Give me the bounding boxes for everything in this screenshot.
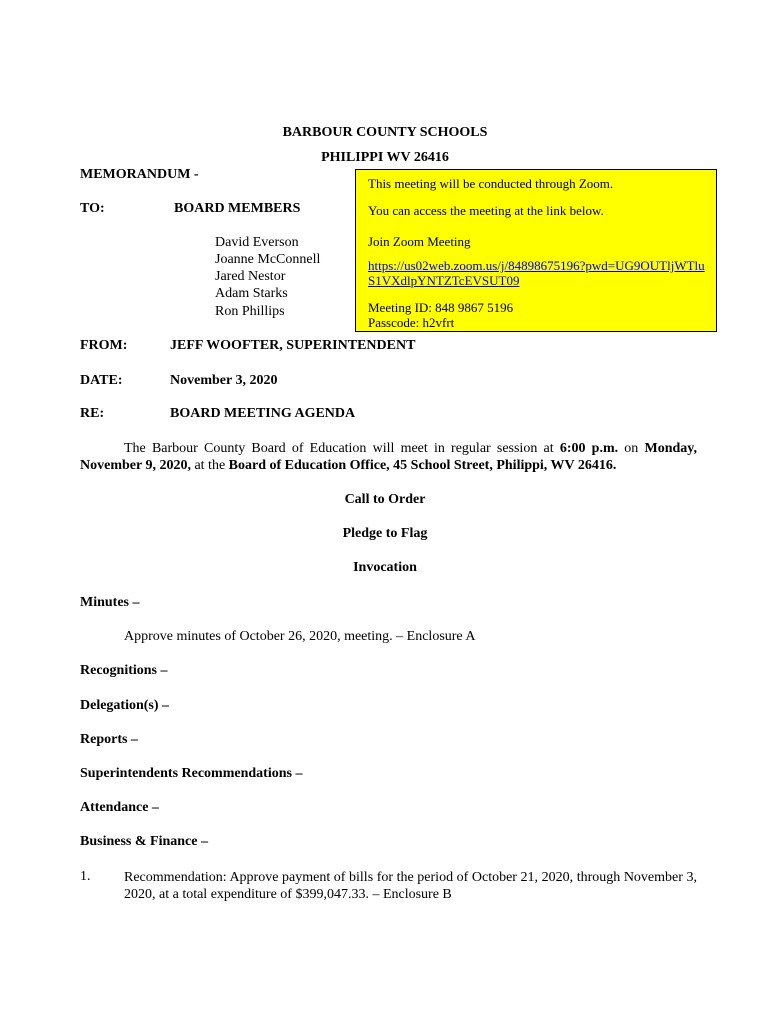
zoom-link-continued[interactable]: [368, 273, 519, 289]
call-to-order: Call to Order: [344, 492, 426, 507]
board-member: Jared Nestor: [215, 269, 286, 284]
re-value: BOARD MEETING AGENDA: [170, 406, 356, 421]
intro-paragraph: [80, 440, 697, 474]
delegations-heading: Delegation(s) –: [80, 698, 170, 713]
to-label: TO:: [80, 201, 105, 216]
attendance-heading: Attendance –: [80, 800, 159, 815]
re-label: RE:: [80, 406, 105, 421]
reports-heading: Reports –: [80, 732, 138, 747]
invocation: Invocation: [353, 560, 417, 575]
item-1-number: 1.: [80, 869, 91, 884]
intro-text-2: on: [618, 441, 645, 456]
zoom-line-1: This meeting will be conducted through Zoom.: [368, 176, 614, 191]
zoom-line-2: You can access the meeting at the link below.: [368, 203, 604, 218]
board-member: David Everson: [215, 235, 299, 250]
to-value: BOARD MEMBERS: [174, 201, 301, 216]
meeting-time: 6:00 p.m.: [559, 441, 619, 456]
from-label: FROM:: [80, 338, 128, 353]
recognitions-heading: Recognitions –: [80, 663, 168, 678]
date-label: DATE:: [80, 373, 123, 388]
pledge-to-flag: Pledge to Flag: [342, 526, 428, 541]
from-value: JEFF WOOFTER, SUPERINTENDENT: [170, 338, 416, 353]
supt-recommendations-heading: Superintendents Recommendations –: [80, 766, 303, 781]
item-1-text: Recommendation: Approve payment of bills for the period of October 21, 2020, through November 3, 2020, at a total expenditure of $399,047.33. – Enclosure B: [124, 870, 697, 902]
meeting-id: Meeting ID: 848 9867 5196: [368, 300, 514, 315]
org-title: BARBOUR COUNTY SCHOOLS: [282, 125, 488, 140]
board-member: Joanne McConnell: [215, 252, 321, 267]
date-value: November 3, 2020: [170, 373, 278, 388]
zoom-link-line-1[interactable]: https://us02web.zoom.us/j/84898675196?pwd=UG9OUTljWTlu: [368, 258, 705, 273]
minutes-item: Approve minutes of October 26, 2020, meeting. – Enclosure A: [124, 629, 476, 644]
intro-text-3: at the: [190, 458, 229, 473]
intro-text-1: The Barbour County Board of Education will meet in regular session at: [124, 441, 560, 456]
join-zoom-label: Join Zoom Meeting: [368, 234, 471, 249]
board-member: Ron Phillips: [215, 304, 285, 319]
zoom-info-box: [355, 169, 717, 332]
org-location: PHILIPPI WV 26416: [321, 150, 449, 165]
memorandum-label: MEMORANDUM -: [80, 167, 199, 182]
passcode: Passcode: h2vfrt: [368, 315, 455, 330]
minutes-heading: Minutes –: [80, 595, 140, 610]
board-member: Adam Starks: [215, 286, 288, 301]
meeting-day: Monday, November 9, 2020,: [80, 441, 697, 473]
zoom-link[interactable]: [368, 258, 705, 274]
meeting-place: Board of Education Office, 45 School Street, Philippi, WV 26416.: [228, 458, 617, 473]
zoom-link-line-2[interactable]: S1VXdlpYNTZTcEVSUT09: [368, 273, 520, 288]
business-finance-heading: Business & Finance –: [80, 834, 208, 849]
